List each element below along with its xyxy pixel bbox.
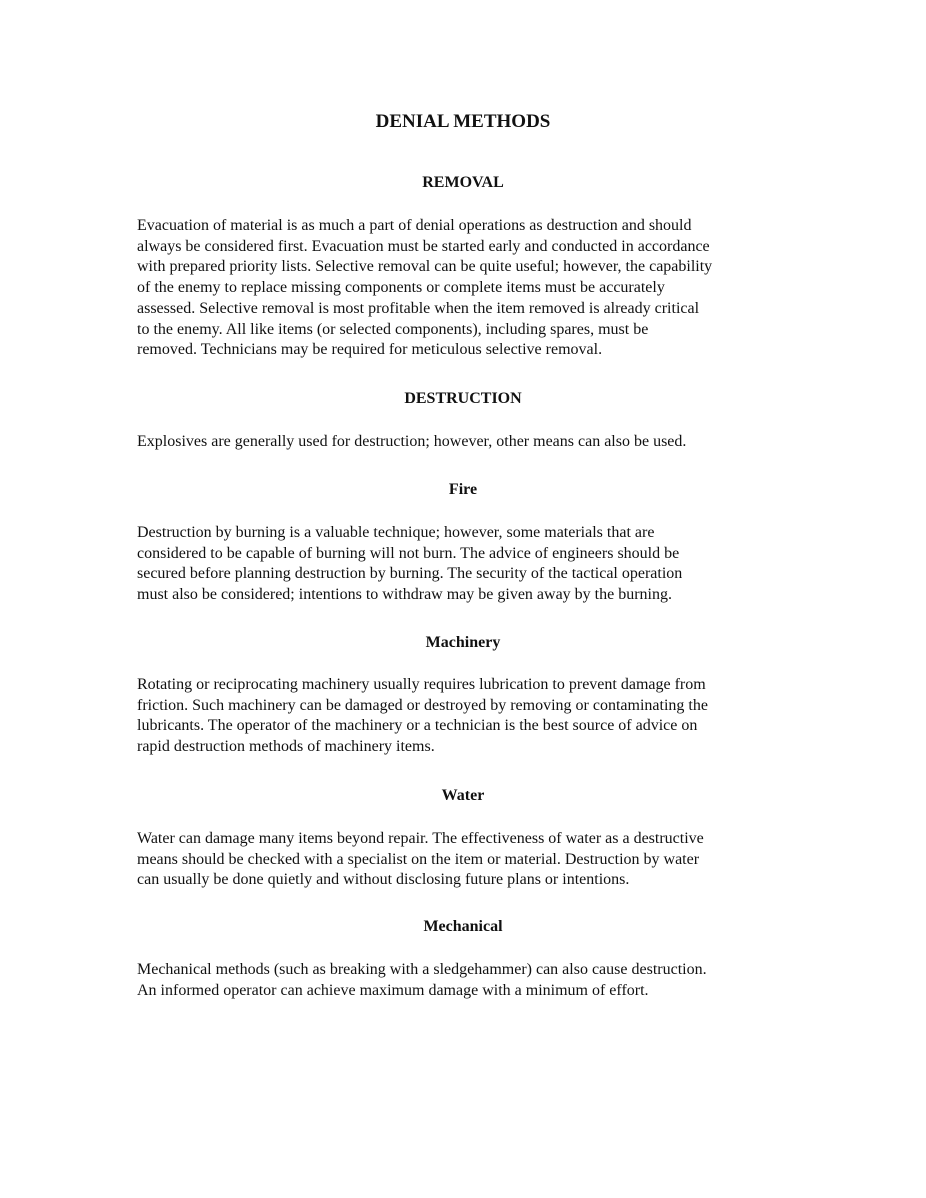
paragraph-line: to the enemy. All like items (or selected components), including spares, must be bbox=[137, 320, 649, 338]
paragraph-line: considered to be capable of burning will not burn. The advice of engineers should be bbox=[137, 544, 680, 562]
section-heading-fire: Fire bbox=[448, 481, 478, 498]
paragraph-line: means should be checked with a specialist on the item or material. Destruction by water bbox=[137, 850, 700, 868]
paragraph-line: rapid destruction methods of machinery items. bbox=[137, 738, 435, 756]
paragraph-line: An informed operator can achieve maximum damage with a minimum of effort. bbox=[137, 981, 649, 999]
paragraph-line: must also be considered; intentions to withdraw may be given away by the burning. bbox=[137, 586, 672, 604]
section-heading-water: Water bbox=[441, 787, 485, 804]
section-paragraph-fire bbox=[137, 523, 797, 606]
section-paragraph-destruction bbox=[137, 432, 797, 453]
paragraph-line: Explosives are generally used for destruction; however, other means can also be used. bbox=[137, 433, 687, 450]
paragraph-line: removed. Technicians may be required for meticulous selective removal. bbox=[137, 341, 603, 359]
section-heading-destruction: DESTRUCTION bbox=[404, 390, 522, 407]
section-heading-mechanical: Mechanical bbox=[423, 918, 503, 935]
paragraph-line: Mechanical methods (such as breaking with a sledgehammer) can also cause destruction. bbox=[137, 961, 707, 978]
paragraph-line: Rotating or reciprocating machinery usually requires lubrication to prevent damage from bbox=[137, 676, 706, 693]
paragraph-line: of the enemy to replace missing components or complete items must be accurately bbox=[137, 279, 665, 297]
paragraph-line: Destruction by burning is a valuable technique; however, some materials that are bbox=[137, 524, 655, 541]
section-heading-machinery: Machinery bbox=[425, 634, 501, 651]
paragraph-line: secured before planning destruction by burning. The security of the tactical operation bbox=[137, 565, 683, 583]
section-paragraph-machinery bbox=[137, 675, 797, 758]
section-paragraph-removal bbox=[137, 216, 797, 361]
paragraph-line: always be considered first. Evacuation must be started early and conducted in accordance bbox=[137, 237, 710, 255]
section-paragraph-mechanical bbox=[137, 960, 797, 1001]
page-title: DENIAL METHODS bbox=[375, 111, 551, 132]
paragraph-line: lubricants. The operator of the machinery or a technician is the best source of advice on bbox=[137, 717, 698, 735]
section-paragraph-water bbox=[137, 829, 797, 891]
paragraph-line: with prepared priority lists. Selective removal can be quite useful; however, the capability bbox=[137, 258, 713, 276]
paragraph-line: friction. Such machinery can be damaged or destroyed by removing or contaminating the bbox=[137, 696, 708, 714]
section-heading-removal: REMOVAL bbox=[422, 174, 504, 191]
paragraph-line: assessed. Selective removal is most profitable when the item removed is already critical bbox=[137, 299, 700, 317]
paragraph-line: can usually be done quietly and without disclosing future plans or intentions. bbox=[137, 871, 630, 889]
paragraph-line: Water can damage many items beyond repair. The effectiveness of water as a destructive bbox=[137, 830, 704, 847]
paragraph-line: Evacuation of material is as much a part of denial operations as destruction and should bbox=[137, 217, 692, 234]
